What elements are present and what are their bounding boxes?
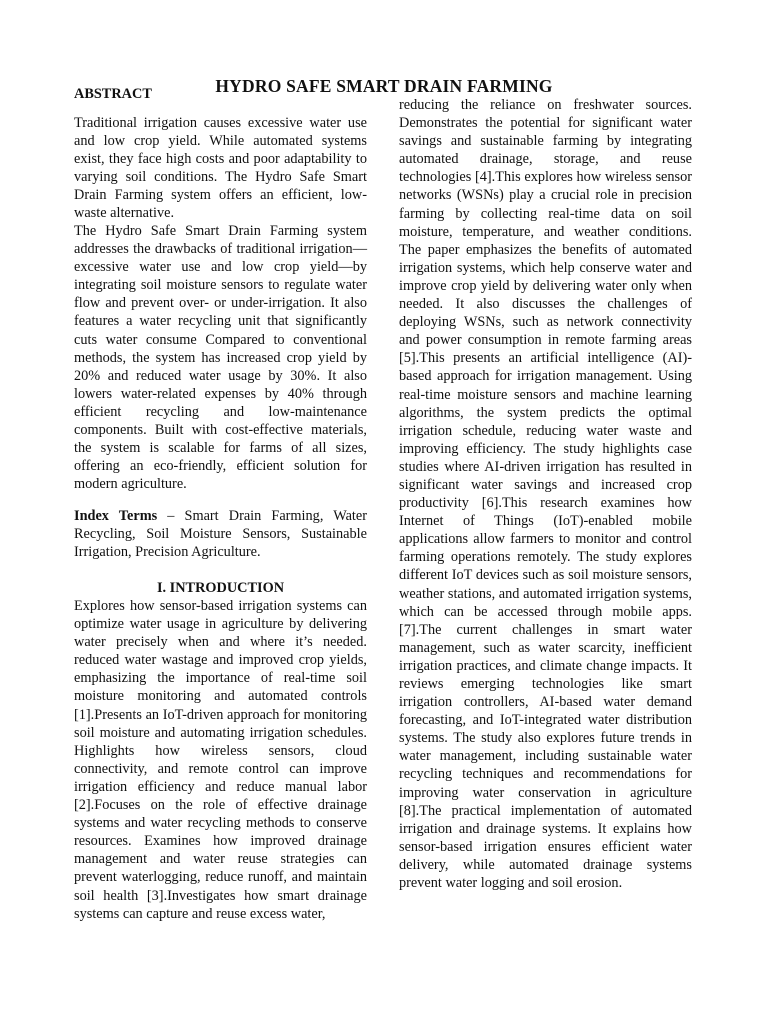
introduction-paragraph-right: reducing the reliance on freshwater sources. Demonstrates the potential for significant water savings and sustainable farming by integrating automated drainage, storage, and reuse technologies [4].This explores how wireless sensor networks (WSNs) play a crucial role in precision farming by collecting real-time data on soil moisture, temperature, and weather conditions. The paper emphasizes the benefits of automated irrigation systems, which help conserve water and improve crop yield by delivering water only when needed. It also discusses the challenges of deploying WSNs, such as network connectivity and power consumption in remote farming areas [5].This presents an artificial intelligence (AI)-based approach for irrigation management. Using real-time moisture sensors and machine learning algorithms, the system predicts the optimal irrigation schedule, reducing water waste and improving efficiency. The study highlights case studies where AI-driven irrigation has resulted in significant water savings and increased crop productivity [6].This research examines how Internet of Things (IoT)-enabled mobile applications allow farmers to monitor and control farming operations remotely. The study explores different IoT devices such as soil moisture sensors, weather stations, and automated irrigation systems, which can be accessed through mobile apps.[7].The current challenges in smart water management, such as water scarcity, inefficient irrigation practices, and climate change impacts. It reviews emerging technologies like smart irrigation controllers, AI-based water demand forecasting, and IoT-integrated water distribution systems. The study also explores future trends in water management, including sustainable water recycling techniques and recommendations for improving water conservation in agriculture [8].The practical implementation of automated irrigation and drainage systems. It explains how sensor-based irrigation ensures efficient water delivery, while automated drainage systems prevent water logging and soil erosion. [399,97,692,892]
index-terms-text: – Smart Drain Farming, Water Recycling, Soil Moisture Sensors, Sustainable Irrigation, Precision Agriculture. [74,508,367,561]
introduction-paragraph-left: Explores how sensor-based irrigation systems can optimize water usage in agriculture by delivering water precisely when and where it’s needed. reduced water wastage and improved crop yields, emphasizing the importance of real-time soil moisture monitoring and automated controls [1].Presents an IoT-driven approach for monitoring soil moisture and automating irrigation schedules. Highlights how wireless sensors, cloud connectivity, and remote control can improve irrigation efficiency and reduce manual labor [2].Focuses on the role of effective drainage systems and water recycling methods to conserve resources. Examines how improved drainage management and water reuse strategies can prevent waterlogging, reduce runoff, and maintain soil health [3].Investigates how smart drainage systems can capture and reuse excess water, [74,598,367,922]
introduction-heading: I. INTRODUCTION [156,580,285,596]
right-column [399,96,692,892]
abstract-heading: ABSTRACT [74,86,152,102]
abstract-paragraph-2: The Hydro Safe Smart Drain Farming system addresses the drawbacks of traditional irrigation—excessive water use and low crop yield—by integrating soil moisture sensors to regulate water flow and prevent over- or under-irrigation. It also features a water recycling unit that significantly cuts water consume Compared to conventional methods, the system has increased crop yield by 20% and reduced water usage by 30%. It also lowers water-related expenses by 40% through efficient recycling and low-maintenance components. Built with cost-effective materials, the system is scalable for farms of all sizes, offering an eco-friendly, efficient solution for modern agriculture. [74,223,367,493]
index-terms [74,507,367,561]
index-terms-label: Index Terms [74,508,158,524]
paper-title: HYDRO SAFE SMART DRAIN FARMING [215,76,553,96]
abstract-paragraph-1: Traditional irrigation causes excessive water use and low crop yield. While automated systems exist, they face high costs and poor adaptability to varying soil conditions. The Hydro Safe Smart Drain Farming system offers an efficient, low-waste alternative. [74,115,367,222]
